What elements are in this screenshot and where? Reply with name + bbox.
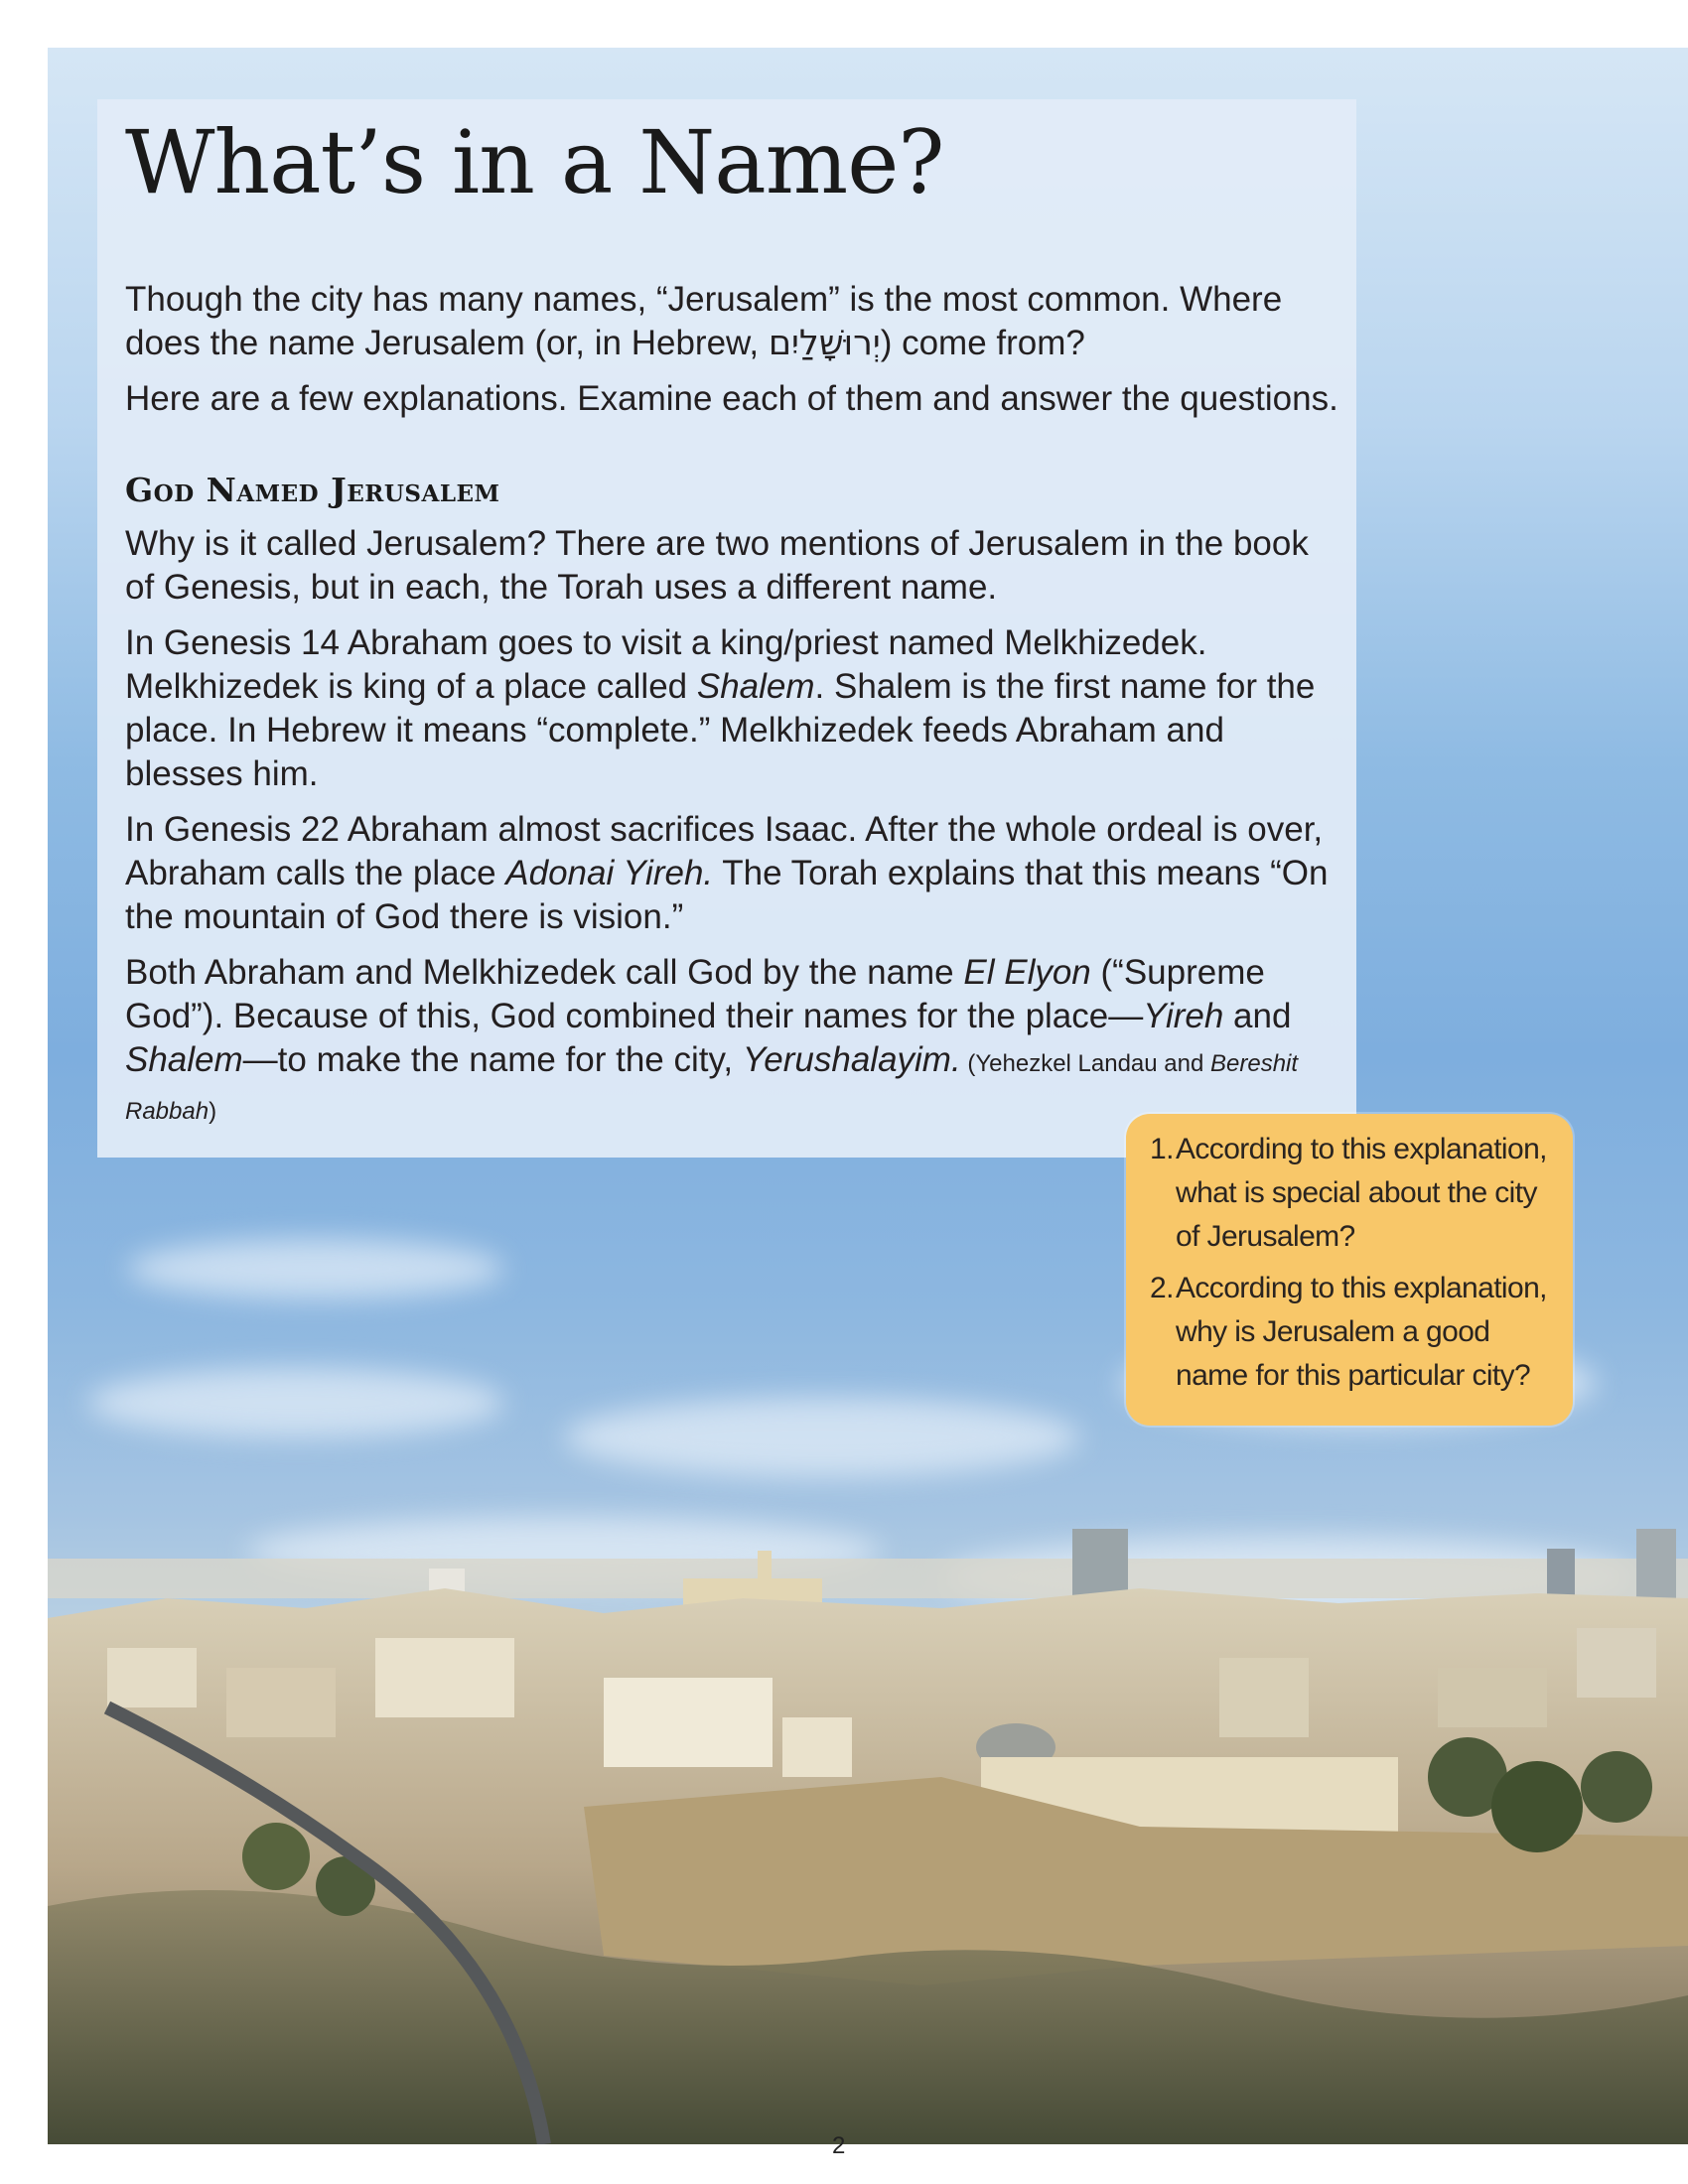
intro-paragraph-2: Here are a few explanations. Examine each of them and answer the questions.: [125, 379, 1338, 418]
p4-italic-yireh: Yireh: [1143, 997, 1224, 1035]
hebrew-word-yerushalayim: יְרוּשָׁלַיִם: [768, 324, 881, 363]
p4-italic-shalem: Shalem: [125, 1040, 243, 1079]
section-paragraph-1: Why is it called Jerusalem? There are two mentions of Jerusalem in the book of Genesis, but in each, the Torah uses a different name.: [125, 524, 1309, 607]
questions-list: [1150, 1128, 1557, 1406]
p3-text-a: In Genesis 22 Abraham almost sacrifices Isaac. After the whole ordeal is over, Abraham calls the place: [125, 810, 1324, 892]
page-title: What’s in a Name?: [125, 111, 944, 213]
p4-text-a: Both Abraham and Melkhizedek call God by the name: [125, 953, 964, 992]
citation-text-a: (Yehezkel Landau and: [960, 1050, 1211, 1077]
p4-text-d: —to make the name for the city,: [242, 1040, 743, 1079]
p3-italic-adonai-yireh: Adonai Yireh.: [505, 854, 714, 892]
p4-italic-yerushalayim: Yerushalayim.: [742, 1040, 961, 1079]
section-heading: God Named Jerusalem: [125, 471, 500, 509]
question-item: [1150, 1128, 1557, 1259]
question-number: 2.: [1150, 1272, 1174, 1304]
p2-italic-shalem: Shalem: [696, 667, 815, 706]
intro-text-1a: Though the city has many names, “Jerusalem” is the most common. Where does the name Jerusalem (or, in Hebrew,: [125, 280, 1283, 362]
question-number: 1.: [1150, 1133, 1174, 1165]
question-text: According to this explanation, why is Jerusalem a good name for this particular city?: [1176, 1272, 1547, 1392]
p2-text-a: In Genesis 14 Abraham goes to visit a king/priest named Melkhizedek. Melkhizedek is king of a place called: [125, 623, 1207, 706]
city-skyline-illustration: [48, 1529, 1688, 2144]
section-paragraph-2: [125, 621, 1346, 796]
p2-text-b: . Shalem is the first name for the place. In Hebrew it means “complete.” Melkhizedek feeds Abraham and blesses him.: [125, 667, 1316, 793]
intro-paragraph-1: [125, 278, 1346, 365]
p4-italic-el-elyon: El Elyon: [963, 953, 1091, 992]
p3-text-b: The Torah explains that this means “On the mountain of God there is vision.”: [125, 854, 1329, 936]
citation-italic: Bereshit Rabbah: [125, 1050, 1299, 1125]
section-paragraph-3: [125, 808, 1346, 939]
question-text: According to this explanation, what is special about the city of Jerusalem?: [1176, 1133, 1547, 1253]
section-paragraph-4: [125, 951, 1346, 1134]
intro-text-1b: ) come from?: [880, 324, 1085, 362]
p4-text-c: and: [1223, 997, 1292, 1035]
p4-text-b: (“Supreme God”). Because of this, God combined their names for the place—: [125, 953, 1265, 1035]
page-number: 2: [832, 2132, 846, 2159]
question-item: [1150, 1267, 1557, 1398]
citation-text-b: ): [209, 1098, 217, 1125]
